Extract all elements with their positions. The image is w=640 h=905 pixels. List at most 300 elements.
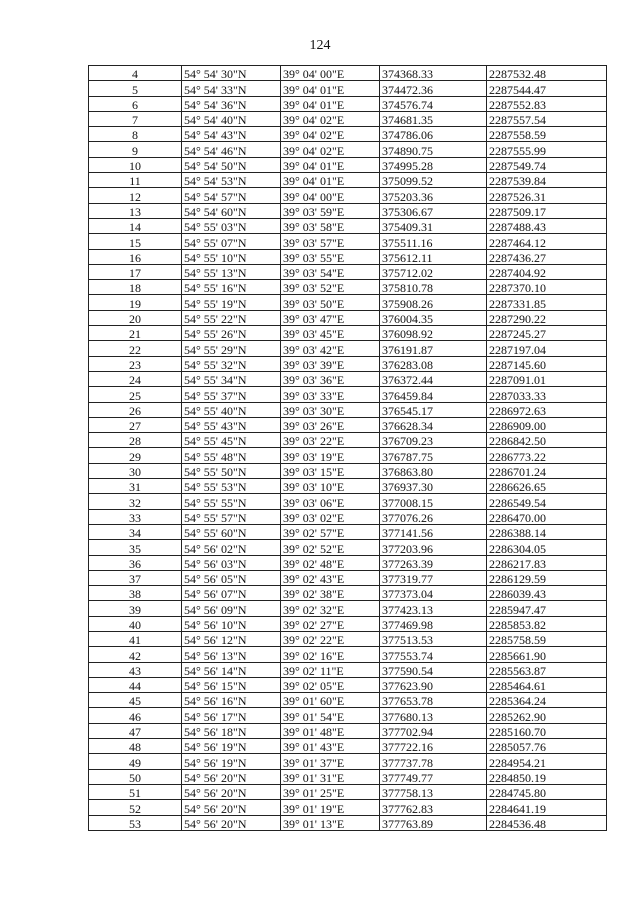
- y-coordinate-cell: 2287145.60: [487, 356, 607, 371]
- table-row: [89, 739, 607, 754]
- longitude-cell: 39° 02' 11"E: [281, 662, 380, 677]
- y-coordinate-cell: 2286388.14: [487, 524, 607, 539]
- longitude-cell: 39° 03' 33"E: [281, 387, 380, 402]
- point-number-cell: 14: [89, 218, 182, 233]
- longitude-cell: 39° 04' 00"E: [281, 188, 380, 203]
- latitude-cell: 54° 54' 50"N: [182, 157, 281, 172]
- latitude-cell: 54° 54' 53"N: [182, 173, 281, 188]
- latitude-cell: 54° 56' 19"N: [182, 739, 281, 754]
- y-coordinate-cell: 2285262.90: [487, 708, 607, 723]
- longitude-cell: 39° 01' 13"E: [281, 815, 380, 830]
- latitude-cell: 54° 55' 07"N: [182, 234, 281, 249]
- y-coordinate-cell: 2285364.24: [487, 693, 607, 708]
- x-coordinate-cell: 377702.94: [380, 723, 487, 738]
- table-row: [89, 586, 607, 601]
- latitude-cell: 54° 55' 48"N: [182, 448, 281, 463]
- table-row: [89, 433, 607, 448]
- table-row: [89, 326, 607, 341]
- table-row: [89, 540, 607, 555]
- y-coordinate-cell: 2287539.84: [487, 173, 607, 188]
- y-coordinate-cell: 2287290.22: [487, 310, 607, 325]
- y-coordinate-cell: 2287558.59: [487, 127, 607, 142]
- longitude-cell: 39° 02' 43"E: [281, 570, 380, 585]
- latitude-cell: 54° 54' 40"N: [182, 111, 281, 126]
- y-coordinate-cell: 2287464.12: [487, 234, 607, 249]
- x-coordinate-cell: 376004.35: [380, 310, 487, 325]
- longitude-cell: 39° 03' 54"E: [281, 264, 380, 279]
- longitude-cell: 39° 02' 57"E: [281, 524, 380, 539]
- point-number-cell: 5: [89, 81, 182, 96]
- y-coordinate-cell: 2286773.22: [487, 448, 607, 463]
- latitude-cell: 54° 56' 10"N: [182, 616, 281, 631]
- y-coordinate-cell: 2285563.87: [487, 662, 607, 677]
- longitude-cell: 39° 02' 48"E: [281, 555, 380, 570]
- point-number-cell: 19: [89, 295, 182, 310]
- table-row: [89, 188, 607, 203]
- longitude-cell: 39° 03' 58"E: [281, 218, 380, 233]
- latitude-cell: 54° 56' 20"N: [182, 815, 281, 830]
- point-number-cell: 18: [89, 280, 182, 295]
- y-coordinate-cell: 2285661.90: [487, 647, 607, 662]
- x-coordinate-cell: 374576.74: [380, 96, 487, 111]
- y-coordinate-cell: 2285947.47: [487, 601, 607, 616]
- table-row: [89, 173, 607, 188]
- latitude-cell: 54° 54' 46"N: [182, 142, 281, 157]
- x-coordinate-cell: 377203.96: [380, 540, 487, 555]
- y-coordinate-cell: 2286217.83: [487, 555, 607, 570]
- point-number-cell: 11: [89, 173, 182, 188]
- point-number-cell: 29: [89, 448, 182, 463]
- latitude-cell: 54° 55' 57"N: [182, 509, 281, 524]
- longitude-cell: 39° 01' 43"E: [281, 739, 380, 754]
- x-coordinate-cell: 376709.23: [380, 433, 487, 448]
- point-number-cell: 46: [89, 708, 182, 723]
- x-coordinate-cell: 376545.17: [380, 402, 487, 417]
- point-number-cell: 48: [89, 739, 182, 754]
- longitude-cell: 39° 01' 48"E: [281, 723, 380, 738]
- point-number-cell: 16: [89, 249, 182, 264]
- longitude-cell: 39° 01' 60"E: [281, 693, 380, 708]
- latitude-cell: 54° 55' 13"N: [182, 264, 281, 279]
- latitude-cell: 54° 56' 07"N: [182, 586, 281, 601]
- latitude-cell: 54° 55' 34"N: [182, 371, 281, 386]
- longitude-cell: 39° 01' 25"E: [281, 784, 380, 799]
- point-number-cell: 12: [89, 188, 182, 203]
- longitude-cell: 39° 01' 54"E: [281, 708, 380, 723]
- longitude-cell: 39° 04' 00"E: [281, 66, 380, 81]
- point-number-cell: 21: [89, 326, 182, 341]
- y-coordinate-cell: 2286304.05: [487, 540, 607, 555]
- latitude-cell: 54° 55' 22"N: [182, 310, 281, 325]
- table-row: [89, 677, 607, 692]
- longitude-cell: 39° 03' 22"E: [281, 433, 380, 448]
- longitude-cell: 39° 03' 42"E: [281, 341, 380, 356]
- point-number-cell: 13: [89, 203, 182, 218]
- point-number-cell: 4: [89, 66, 182, 81]
- table-row: [89, 601, 607, 616]
- y-coordinate-cell: 2285758.59: [487, 631, 607, 646]
- point-number-cell: 42: [89, 647, 182, 662]
- y-coordinate-cell: 2287033.33: [487, 387, 607, 402]
- table-row: [89, 81, 607, 96]
- x-coordinate-cell: 375810.78: [380, 280, 487, 295]
- point-number-cell: 34: [89, 524, 182, 539]
- point-number-cell: 26: [89, 402, 182, 417]
- point-number-cell: 32: [89, 494, 182, 509]
- latitude-cell: 54° 54' 60"N: [182, 203, 281, 218]
- latitude-cell: 54° 56' 19"N: [182, 754, 281, 769]
- y-coordinate-cell: 2286129.59: [487, 570, 607, 585]
- table-row: [89, 784, 607, 799]
- longitude-cell: 39° 02' 27"E: [281, 616, 380, 631]
- longitude-cell: 39° 03' 45"E: [281, 326, 380, 341]
- x-coordinate-cell: 377737.78: [380, 754, 487, 769]
- y-coordinate-cell: 2287488.43: [487, 218, 607, 233]
- point-number-cell: 6: [89, 96, 182, 111]
- x-coordinate-cell: 376191.87: [380, 341, 487, 356]
- y-coordinate-cell: 2286470.00: [487, 509, 607, 524]
- table-row: [89, 96, 607, 111]
- longitude-cell: 39° 04' 01"E: [281, 96, 380, 111]
- longitude-cell: 39° 03' 26"E: [281, 417, 380, 432]
- point-number-cell: 30: [89, 463, 182, 478]
- y-coordinate-cell: 2287544.47: [487, 81, 607, 96]
- longitude-cell: 39° 01' 37"E: [281, 754, 380, 769]
- y-coordinate-cell: 2284641.19: [487, 800, 607, 815]
- x-coordinate-cell: 376863.80: [380, 463, 487, 478]
- longitude-cell: 39° 03' 36"E: [281, 371, 380, 386]
- table-row: [89, 264, 607, 279]
- y-coordinate-cell: 2284954.21: [487, 754, 607, 769]
- latitude-cell: 54° 55' 16"N: [182, 280, 281, 295]
- coordinates-table: [88, 65, 607, 831]
- table-row: [89, 800, 607, 815]
- y-coordinate-cell: 2287331.85: [487, 295, 607, 310]
- table-row: [89, 127, 607, 142]
- x-coordinate-cell: 374890.75: [380, 142, 487, 157]
- x-coordinate-cell: 376787.75: [380, 448, 487, 463]
- y-coordinate-cell: 2286626.65: [487, 479, 607, 494]
- table-row: [89, 341, 607, 356]
- table-row: [89, 280, 607, 295]
- latitude-cell: 54° 56' 20"N: [182, 800, 281, 815]
- point-number-cell: 27: [89, 417, 182, 432]
- table-row: [89, 448, 607, 463]
- longitude-cell: 39° 03' 57"E: [281, 234, 380, 249]
- table-row: [89, 647, 607, 662]
- point-number-cell: 25: [89, 387, 182, 402]
- y-coordinate-cell: 2286909.00: [487, 417, 607, 432]
- table-row: [89, 555, 607, 570]
- table-row: [89, 402, 607, 417]
- y-coordinate-cell: 2287549.74: [487, 157, 607, 172]
- y-coordinate-cell: 2284850.19: [487, 769, 607, 784]
- longitude-cell: 39° 01' 19"E: [281, 800, 380, 815]
- longitude-cell: 39° 02' 05"E: [281, 677, 380, 692]
- y-coordinate-cell: 2285160.70: [487, 723, 607, 738]
- table-row: [89, 769, 607, 784]
- table-row: [89, 356, 607, 371]
- longitude-cell: 39° 02' 22"E: [281, 631, 380, 646]
- x-coordinate-cell: 374368.33: [380, 66, 487, 81]
- point-number-cell: 20: [89, 310, 182, 325]
- table-row: [89, 417, 607, 432]
- y-coordinate-cell: 2286039.43: [487, 586, 607, 601]
- y-coordinate-cell: 2287404.92: [487, 264, 607, 279]
- y-coordinate-cell: 2287091.01: [487, 371, 607, 386]
- x-coordinate-cell: 374472.36: [380, 81, 487, 96]
- latitude-cell: 54° 56' 03"N: [182, 555, 281, 570]
- y-coordinate-cell: 2287509.17: [487, 203, 607, 218]
- longitude-cell: 39° 03' 15"E: [281, 463, 380, 478]
- longitude-cell: 39° 03' 47"E: [281, 310, 380, 325]
- latitude-cell: 54° 56' 18"N: [182, 723, 281, 738]
- point-number-cell: 41: [89, 631, 182, 646]
- point-number-cell: 38: [89, 586, 182, 601]
- latitude-cell: 54° 55' 32"N: [182, 356, 281, 371]
- table-row: [89, 616, 607, 631]
- longitude-cell: 39° 03' 19"E: [281, 448, 380, 463]
- latitude-cell: 54° 54' 57"N: [182, 188, 281, 203]
- point-number-cell: 51: [89, 784, 182, 799]
- longitude-cell: 39° 03' 02"E: [281, 509, 380, 524]
- x-coordinate-cell: 377319.77: [380, 570, 487, 585]
- x-coordinate-cell: 377423.13: [380, 601, 487, 616]
- y-coordinate-cell: 2285853.82: [487, 616, 607, 631]
- x-coordinate-cell: 377763.89: [380, 815, 487, 830]
- table-row: [89, 708, 607, 723]
- point-number-cell: 49: [89, 754, 182, 769]
- x-coordinate-cell: 375409.31: [380, 218, 487, 233]
- latitude-cell: 54° 56' 05"N: [182, 570, 281, 585]
- table-row: [89, 463, 607, 478]
- x-coordinate-cell: 377373.04: [380, 586, 487, 601]
- x-coordinate-cell: 377553.74: [380, 647, 487, 662]
- point-number-cell: 17: [89, 264, 182, 279]
- table-row: [89, 249, 607, 264]
- table-row: [89, 570, 607, 585]
- point-number-cell: 8: [89, 127, 182, 142]
- x-coordinate-cell: 377722.16: [380, 739, 487, 754]
- table-row: [89, 310, 607, 325]
- longitude-cell: 39° 04' 01"E: [281, 173, 380, 188]
- longitude-cell: 39° 04' 01"E: [281, 81, 380, 96]
- point-number-cell: 33: [89, 509, 182, 524]
- point-number-cell: 53: [89, 815, 182, 830]
- x-coordinate-cell: 377263.39: [380, 555, 487, 570]
- longitude-cell: 39° 03' 39"E: [281, 356, 380, 371]
- x-coordinate-cell: 377076.26: [380, 509, 487, 524]
- table-row: [89, 371, 607, 386]
- table-row: [89, 203, 607, 218]
- x-coordinate-cell: 376372.44: [380, 371, 487, 386]
- point-number-cell: 28: [89, 433, 182, 448]
- point-number-cell: 36: [89, 555, 182, 570]
- table-row: [89, 234, 607, 249]
- y-coordinate-cell: 2284745.80: [487, 784, 607, 799]
- latitude-cell: 54° 55' 26"N: [182, 326, 281, 341]
- point-number-cell: 24: [89, 371, 182, 386]
- y-coordinate-cell: 2284536.48: [487, 815, 607, 830]
- table-row: [89, 494, 607, 509]
- y-coordinate-cell: 2287532.48: [487, 66, 607, 81]
- latitude-cell: 54° 54' 33"N: [182, 81, 281, 96]
- x-coordinate-cell: 375712.02: [380, 264, 487, 279]
- longitude-cell: 39° 04' 01"E: [281, 157, 380, 172]
- point-number-cell: 15: [89, 234, 182, 249]
- longitude-cell: 39° 02' 16"E: [281, 647, 380, 662]
- point-number-cell: 37: [89, 570, 182, 585]
- x-coordinate-cell: 375203.36: [380, 188, 487, 203]
- longitude-cell: 39° 02' 32"E: [281, 601, 380, 616]
- point-number-cell: 52: [89, 800, 182, 815]
- latitude-cell: 54° 56' 12"N: [182, 631, 281, 646]
- y-coordinate-cell: 2285464.61: [487, 677, 607, 692]
- longitude-cell: 39° 03' 06"E: [281, 494, 380, 509]
- y-coordinate-cell: 2287370.10: [487, 280, 607, 295]
- x-coordinate-cell: 377623.90: [380, 677, 487, 692]
- table-row: [89, 754, 607, 769]
- x-coordinate-cell: 377469.98: [380, 616, 487, 631]
- latitude-cell: 54° 56' 20"N: [182, 784, 281, 799]
- latitude-cell: 54° 55' 10"N: [182, 249, 281, 264]
- y-coordinate-cell: 2287245.27: [487, 326, 607, 341]
- x-coordinate-cell: 377590.54: [380, 662, 487, 677]
- x-coordinate-cell: 376459.84: [380, 387, 487, 402]
- table-row: [89, 66, 607, 81]
- x-coordinate-cell: 377653.78: [380, 693, 487, 708]
- longitude-cell: 39° 02' 52"E: [281, 540, 380, 555]
- table-row: [89, 479, 607, 494]
- x-coordinate-cell: 377008.15: [380, 494, 487, 509]
- latitude-cell: 54° 56' 20"N: [182, 769, 281, 784]
- point-number-cell: 50: [89, 769, 182, 784]
- table-row: [89, 723, 607, 738]
- x-coordinate-cell: 377141.56: [380, 524, 487, 539]
- y-coordinate-cell: 2286701.24: [487, 463, 607, 478]
- x-coordinate-cell: 374681.35: [380, 111, 487, 126]
- latitude-cell: 54° 55' 53"N: [182, 479, 281, 494]
- longitude-cell: 39° 04' 02"E: [281, 142, 380, 157]
- latitude-cell: 54° 55' 03"N: [182, 218, 281, 233]
- x-coordinate-cell: 375612.11: [380, 249, 487, 264]
- latitude-cell: 54° 55' 37"N: [182, 387, 281, 402]
- point-number-cell: 44: [89, 677, 182, 692]
- latitude-cell: 54° 56' 09"N: [182, 601, 281, 616]
- longitude-cell: 39° 02' 38"E: [281, 586, 380, 601]
- longitude-cell: 39° 03' 10"E: [281, 479, 380, 494]
- y-coordinate-cell: 2287555.99: [487, 142, 607, 157]
- x-coordinate-cell: 375306.67: [380, 203, 487, 218]
- x-coordinate-cell: 375511.16: [380, 234, 487, 249]
- x-coordinate-cell: 374786.06: [380, 127, 487, 142]
- x-coordinate-cell: 375908.26: [380, 295, 487, 310]
- point-number-cell: 9: [89, 142, 182, 157]
- latitude-cell: 54° 56' 14"N: [182, 662, 281, 677]
- x-coordinate-cell: 376283.08: [380, 356, 487, 371]
- point-number-cell: 47: [89, 723, 182, 738]
- latitude-cell: 54° 56' 17"N: [182, 708, 281, 723]
- longitude-cell: 39° 03' 50"E: [281, 295, 380, 310]
- latitude-cell: 54° 55' 50"N: [182, 463, 281, 478]
- page-number: 124: [309, 38, 331, 53]
- longitude-cell: 39° 03' 59"E: [281, 203, 380, 218]
- latitude-cell: 54° 55' 29"N: [182, 341, 281, 356]
- longitude-cell: 39° 04' 02"E: [281, 111, 380, 126]
- latitude-cell: 54° 55' 45"N: [182, 433, 281, 448]
- point-number-cell: 35: [89, 540, 182, 555]
- y-coordinate-cell: 2286549.54: [487, 494, 607, 509]
- latitude-cell: 54° 56' 13"N: [182, 647, 281, 662]
- y-coordinate-cell: 2286842.50: [487, 433, 607, 448]
- latitude-cell: 54° 54' 36"N: [182, 96, 281, 111]
- latitude-cell: 54° 54' 30"N: [182, 66, 281, 81]
- x-coordinate-cell: 376628.34: [380, 417, 487, 432]
- y-coordinate-cell: 2287197.04: [487, 341, 607, 356]
- longitude-cell: 39° 03' 55"E: [281, 249, 380, 264]
- table-row: [89, 157, 607, 172]
- x-coordinate-cell: 377749.77: [380, 769, 487, 784]
- y-coordinate-cell: 2287526.31: [487, 188, 607, 203]
- latitude-cell: 54° 55' 19"N: [182, 295, 281, 310]
- x-coordinate-cell: 377680.13: [380, 708, 487, 723]
- longitude-cell: 39° 03' 52"E: [281, 280, 380, 295]
- table-row: [89, 662, 607, 677]
- point-number-cell: 31: [89, 479, 182, 494]
- table-row: [89, 111, 607, 126]
- latitude-cell: 54° 55' 60"N: [182, 524, 281, 539]
- x-coordinate-cell: 377513.53: [380, 631, 487, 646]
- y-coordinate-cell: 2287557.54: [487, 111, 607, 126]
- x-coordinate-cell: 374995.28: [380, 157, 487, 172]
- latitude-cell: 54° 55' 40"N: [182, 402, 281, 417]
- point-number-cell: 39: [89, 601, 182, 616]
- latitude-cell: 54° 55' 55"N: [182, 494, 281, 509]
- point-number-cell: 10: [89, 157, 182, 172]
- table-row: [89, 631, 607, 646]
- latitude-cell: 54° 56' 15"N: [182, 677, 281, 692]
- point-number-cell: 43: [89, 662, 182, 677]
- x-coordinate-cell: 376098.92: [380, 326, 487, 341]
- latitude-cell: 54° 55' 43"N: [182, 417, 281, 432]
- latitude-cell: 54° 56' 16"N: [182, 693, 281, 708]
- coordinates-table-body: [89, 66, 607, 831]
- point-number-cell: 7: [89, 111, 182, 126]
- latitude-cell: 54° 56' 02"N: [182, 540, 281, 555]
- x-coordinate-cell: 377762.83: [380, 800, 487, 815]
- x-coordinate-cell: 377758.13: [380, 784, 487, 799]
- y-coordinate-cell: 2287436.27: [487, 249, 607, 264]
- point-number-cell: 40: [89, 616, 182, 631]
- table-row: [89, 815, 607, 830]
- table-row: [89, 524, 607, 539]
- y-coordinate-cell: 2285057.76: [487, 739, 607, 754]
- table-row: [89, 295, 607, 310]
- longitude-cell: 39° 04' 02"E: [281, 127, 380, 142]
- longitude-cell: 39° 01' 31"E: [281, 769, 380, 784]
- table-row: [89, 693, 607, 708]
- y-coordinate-cell: 2286972.63: [487, 402, 607, 417]
- x-coordinate-cell: 376937.30: [380, 479, 487, 494]
- point-number-cell: 23: [89, 356, 182, 371]
- point-number-cell: 22: [89, 341, 182, 356]
- table-row: [89, 387, 607, 402]
- table-row: [89, 509, 607, 524]
- point-number-cell: 45: [89, 693, 182, 708]
- longitude-cell: 39° 03' 30"E: [281, 402, 380, 417]
- x-coordinate-cell: 375099.52: [380, 173, 487, 188]
- latitude-cell: 54° 54' 43"N: [182, 127, 281, 142]
